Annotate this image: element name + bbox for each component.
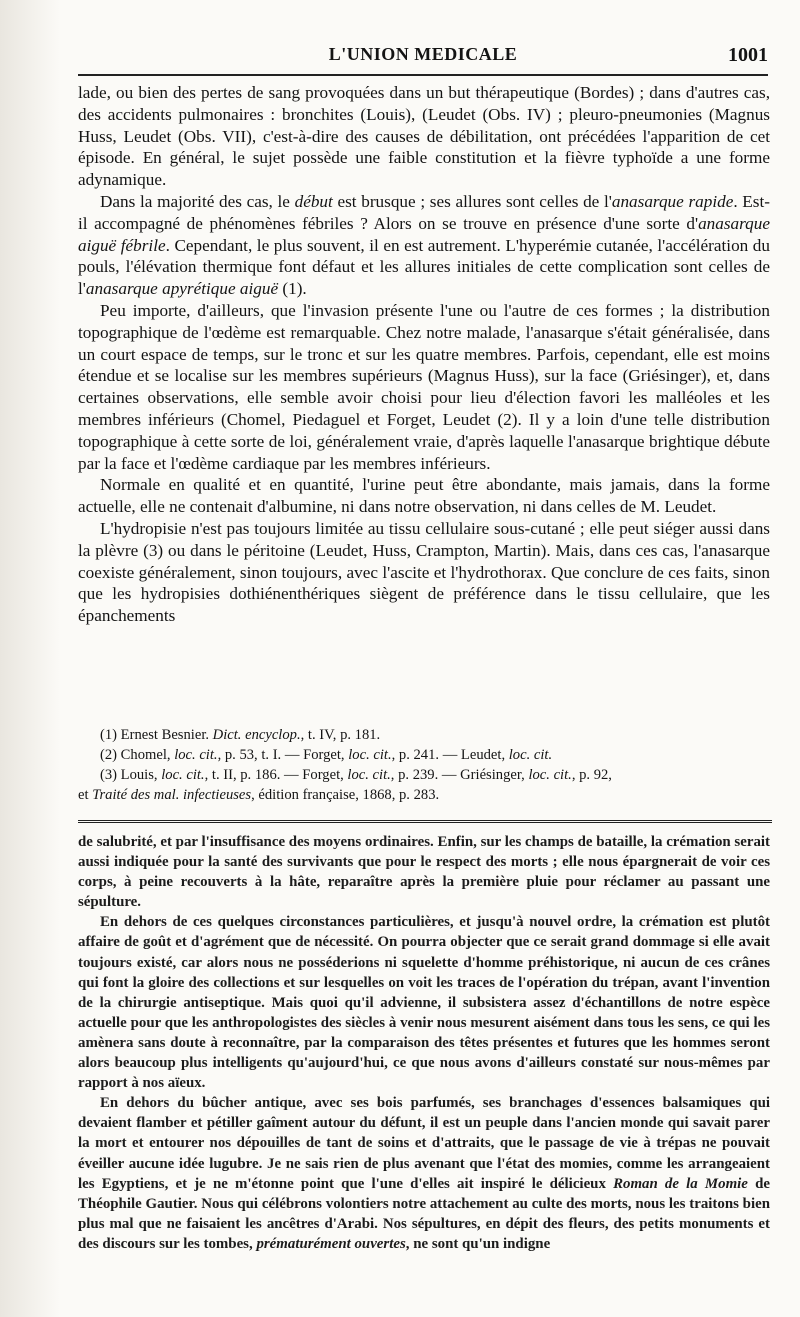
italic-text: loc. cit.: [348, 747, 392, 763]
main-paragraph-3: [78, 300, 770, 474]
page-header: [78, 40, 768, 72]
text-run: Normale en qualité et en quantité, l'urine peut être abondante, mais jamais, dans la forme actuelle, elle ne contenait d'albumine, ni dans notre observation, ni dans celles de M. Leudet.: [78, 475, 770, 517]
text-run: Peu importe, d'ailleurs, que l'invasion présente l'une ou l'autre de ces formes ; la distribution topographique de l'œdème est remarquable. Chez notre malade, l'anasarque s'était généralisée, dans un court espace de temps, sur le tronc et sur les quatre membres. Parfois, cependant, elle est moins étendue et se localise sur les membres supérieurs (Magnus Huss), sur la face (Griésinger), et, dans certaines observations, elle semble avoir choisi pour lieu d'élection favori les malléoles et les membres inférieurs (Chomel, Piedaguel et Forget, Leudet (2). Il y a loin d'une telle distribution topographique à cette sorte de loi, généralement vraie, d'après laquelle l'anasarque brightique débute par la face et l'œdème cardiaque par les membres inférieurs.: [78, 300, 770, 473]
text-run: , p. 53, t. I. — Forget,: [217, 747, 349, 763]
italic-text: Traité des mal. infectieuses: [92, 787, 252, 803]
footnote-1: [78, 725, 770, 745]
feuilleton-paragraph-3: [78, 1093, 770, 1254]
main-paragraph-1: [78, 82, 770, 191]
text-run: (1).: [278, 279, 307, 299]
text-run: En dehors du bûcher antique, avec ses bois parfumés, ses branchages d'essences balsamiques qui devaient flamber et pétiller gaîment autour du défunt, il est un peuple dans l'ancien monde qui savait parer la mort et entourer nos dépouilles de tant de soins et d'attraits, que le passage de vie à trépas ne pouvait éveiller aucune idée lugubre. Je ne sais rien de plus avenant que l'état des momies, comme les arrangeaient les Egyptiens, et je ne m'étonne point que l'une d'elles ait inspiré le délicieux: [78, 1095, 770, 1192]
text-run: (2) Chomel,: [100, 747, 175, 763]
footnote-4: [78, 785, 770, 805]
text-run: , édition française, 1868, p. 283.: [251, 787, 440, 803]
feuilleton-paragraph-2: [78, 912, 770, 1093]
italic-text: Dict. encyclop.: [212, 727, 301, 743]
page-number: 1001: [728, 44, 768, 66]
header-rule: [78, 74, 768, 76]
text-run: , p. 239. — Griésinger,: [390, 767, 529, 783]
text-run: (3) Louis,: [100, 767, 162, 783]
footnote-3: [78, 765, 770, 785]
footnote-2: [78, 745, 770, 765]
italic-text: début: [294, 191, 333, 211]
text-run: et: [78, 787, 93, 803]
italic-text: Roman de la Momie: [613, 1175, 748, 1192]
running-title: L'UNION MEDICALE: [328, 44, 518, 64]
italic-text: prématurément ouvertes: [256, 1235, 406, 1252]
text-run: de salubrité, et par l'insuffisance des moyens ordinaires. Enfin, sur les champs de bataille, la crémation serait aussi indiquée pour la santé des survivants que pour le respect des morts ; elle nous épargnerait de voir ces corps, à peine recouverts à la hâte, reparaître après la première pluie pour réclamer au passant une sépulture.: [78, 834, 770, 911]
text-run: L'hydropisie n'est pas toujours limitée au tissu cellulaire sous-cutané ; elle peut siéger aussi dans la plèvre (3) ou dans le péritoine (Leudet, Huss, Crampton, Martin). Mais, dans ces cas, l'anasarque coexiste généralement, sinon toujours, avec l'ascite et l'hydrothorax. Que conclure de ces faits, sinon que les hydropisies dothiénenthériques siègent de préférence dans le tissu cellulaire, que les épanchements: [78, 518, 770, 626]
italic-text: anasarque apyrétique aiguë: [85, 279, 279, 299]
text-run: (1) Ernest Besnier.: [100, 727, 213, 743]
feuilleton-paragraph-1: [78, 832, 770, 912]
text-run: . Cependant, le plus souvent, il en est autrement. L'hyperémie cutanée, l'accélération du pouls, l'élévation thermique font défaut et les allures initiales de cette complication sont celles de l': [78, 235, 770, 299]
text-run: Dans la majorité des cas, le: [100, 191, 295, 211]
feuilleton-text: [78, 832, 770, 1254]
italic-text: loc. cit.: [508, 747, 553, 763]
text-run: , ne sont qu'un indigne: [405, 1235, 551, 1252]
italic-text: loc. cit.: [174, 747, 218, 763]
main-paragraph-5: [78, 518, 770, 627]
text-run: de Théophile Gautier. Nous qui célébrons volontiers notre attachement au culte des morts, nous les traitons bien plus mal que ne faisaient les ancêtres d'Arabi. Nos sépultures, en dépit des fleurs, des petits monuments et des discours sur les tombes,: [78, 1175, 770, 1252]
main-paragraph-2: [78, 191, 770, 300]
text-run: est brusque ; ses allures sont celles de l': [332, 191, 612, 211]
footnotes: [78, 725, 770, 805]
main-paragraph-4: [78, 474, 770, 518]
text-run: , p. 241. — Leudet,: [391, 747, 509, 763]
text-run: , t. II, p. 186. — Forget,: [204, 767, 348, 783]
text-run: lade, ou bien des pertes de sang provoquées dans un but thérapeutique (Bordes) ; dans d'autres cas, des accidents pulmonaires : bronchites (Louis), (Leudet (Obs. IV) ; pleuro-pneumonies (Magnus Huss, Leudet (Obs. VII), c'est-à-dire des causes de débilitation, ont précédées l'apparition de cet épisode. En général, le sujet possède une faible constitution et la fièvre typhoïde a une forme adynamique.: [78, 83, 770, 190]
page-gutter-shadow: [0, 0, 60, 1317]
text-run: , p. 92,: [571, 767, 612, 783]
feuilleton-divider-rule: [78, 820, 772, 826]
italic-text: loc. cit.: [528, 767, 572, 783]
italic-text: anasarque rapide: [611, 191, 734, 211]
text-run: . Est-il accompagné de phénomènes fébriles ? Alors on se trouve en présence d'une sorte d': [78, 191, 770, 233]
main-article-text: [78, 82, 770, 627]
text-run: En dehors de ces quelques circonstances particulières, et jusqu'à nouvel ordre, la crémation est plutôt affaire de goût et d'agrément que de nécessité. On pourra objecter que ce serait grand dommage si elle avait toujours existé, car alors nous ne posséderions ni squelette d'homme préhistorique, ni aucun de ces crânes qui font la gloire des collections et sur lesquelles on voit les traces de l'opération du trépan, avant l'invention de la chirurgie antiseptique. Mais quoi qu'il advienne, il subsistera assez d'échantillons de notre espèce actuelle pour que les anthropologistes des siècles à venir nous mesurent aisément dans tous les sens, ce qui les amènera sans doute à reconnaître, par la comparaison des têtes présentes et futures que les hommes seront alors beaucoup plus intelligents qu'aujourd'hui, ce que nous avons d'ailleurs constaté sur nous-mêmes par rapport à nos aïeux.: [78, 914, 770, 1092]
italic-text: loc. cit.: [161, 767, 205, 783]
italic-text: anasarque aiguë fébrile: [78, 213, 770, 255]
italic-text: loc. cit.: [347, 767, 391, 783]
text-run: , t. IV, p. 181.: [300, 727, 381, 743]
